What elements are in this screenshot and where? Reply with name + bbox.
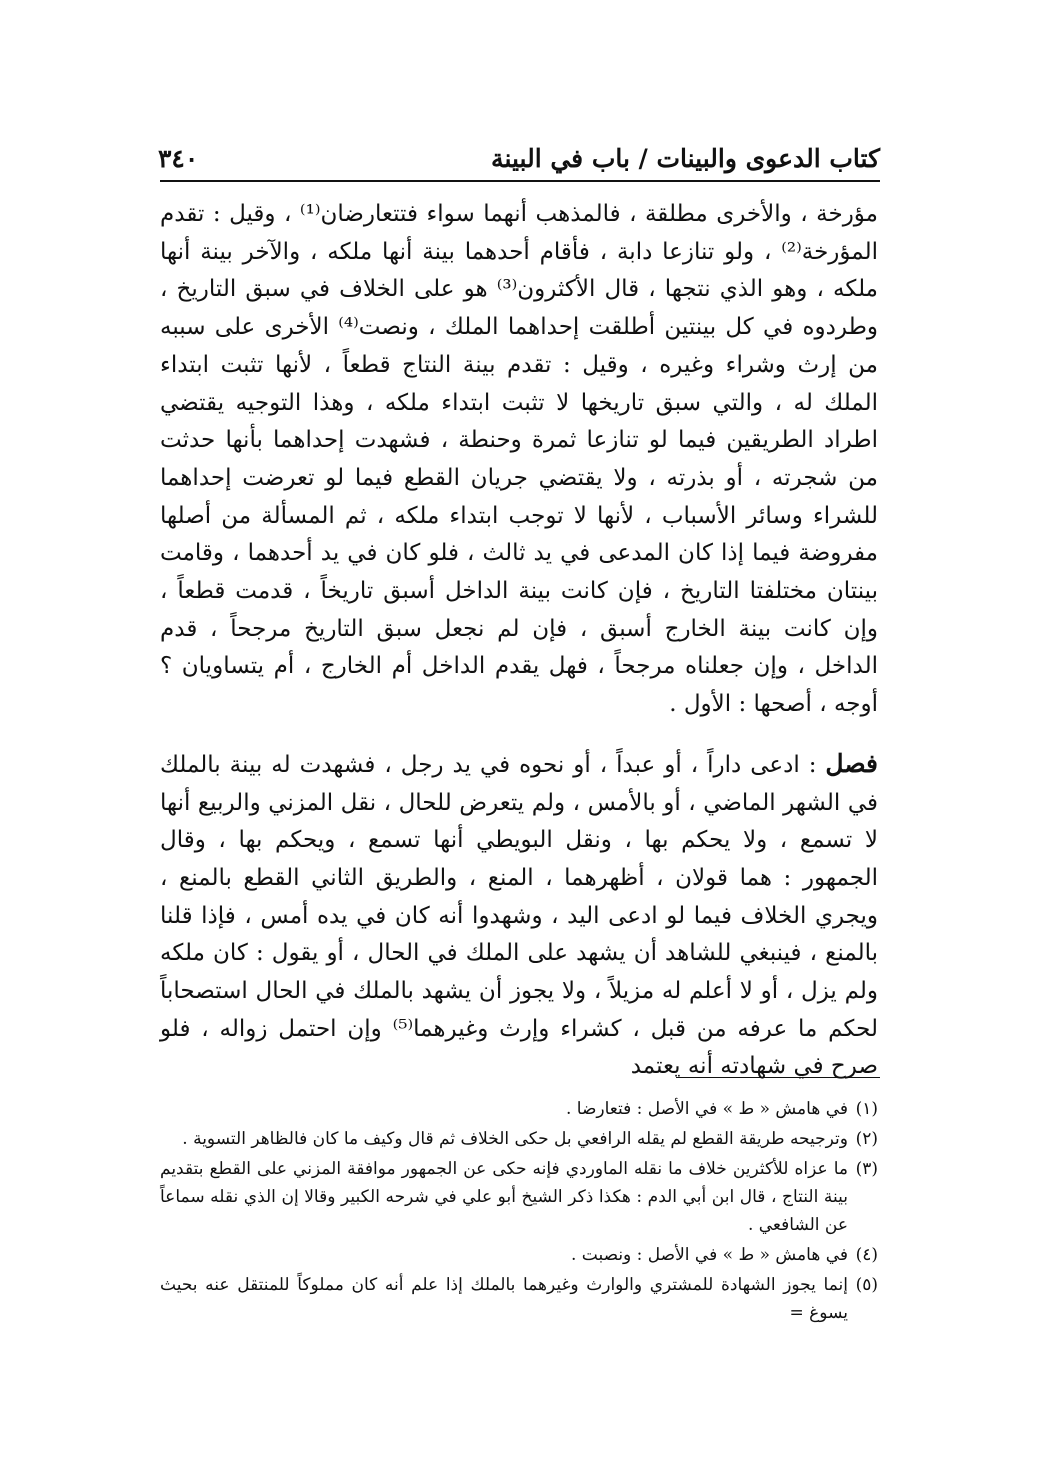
page-header [158, 138, 880, 178]
running-title: كتاب الدعوى والبينات / باب في البينة [491, 143, 880, 173]
footnote [160, 1095, 878, 1123]
page-number: ٣٤٠ [158, 143, 199, 173]
paragraph-2 [160, 745, 878, 1086]
footnote [160, 1271, 878, 1327]
footnote-text: إنما يجوز الشهادة للمشتري والوارث وغيرهما بالملك إذا علم أنه كان مملوكاً للمنتقل عنه بحيث يسوغ = [160, 1275, 848, 1323]
footnote-text: في هامش « ط » في الأصل : فتعارضا . [566, 1099, 848, 1119]
footnote-number: (١) [855, 1099, 878, 1119]
footnote-number: (٢) [855, 1129, 878, 1149]
section-label: فصل [825, 748, 878, 778]
main-text [160, 196, 878, 1086]
footnote-text: ما عزاه للأكثرين خلاف ما نقله الماوردي فإنه حكى عن الجمهور موافقة المزني على القطع بتقديم بينة النتاج ، قال ابن أبي الدم : هكذا ذكر الشيخ أبو علي في شرحه الكبير وقالا إن الذي نقله سماعاً عن الشافعي . [160, 1159, 848, 1235]
footnote-number: (٥) [855, 1275, 878, 1295]
footnote-text: وترجيحه طريقة القطع لم يقله الرافعي بل حكى الخلاف ثم قال وكيف ما كان فالظاهر التسوية . [182, 1129, 848, 1149]
paragraph-2-text: : ادعى داراً ، أو عبداً ، أو نحوه في يد رجل ، فشهدت له بينة بالملك في الشهر الماضي ، أو بالأمس ، ولم يتعرض للحال ، نقل المزني والربيع أنها لا تسمع ، ولا يحكم بها ، ونقل البويطي أنها تسمع ، ويحكم بها ، وقال الجمهور : هما قولان ، أظهرهما ، المنع ، والطريق الثاني القطع بالمنع ، ويجري الخلاف فيما لو ادعى اليد ، وشهدوا أنه كان في يده أمس ، فإذا قلنا بالمنع ، فينبغي للشاهد أن يشهد على الملك في الحال ، أو يقول : كان ملكه ولم يزل ، أو لا أعلم له مزيلاً ، ولا يجوز أن يشهد بالملك في الحال استصحاباً لحكم ما عرفه من قبل ، كشراء وإرث وغيرهما⁽⁵⁾ وإن احتمل زواله ، فلو صرح في شهادته أنه يعتمد [160, 751, 878, 1080]
footnote [160, 1241, 878, 1269]
header-rule [160, 180, 880, 182]
footnote-number: (٤) [855, 1245, 878, 1265]
footnote-rule [676, 1077, 880, 1078]
footnote [160, 1155, 878, 1239]
footnote-text: في هامش « ط » في الأصل : ونصبت . [570, 1245, 848, 1265]
footnotes [160, 1095, 878, 1329]
footnote [160, 1125, 878, 1153]
footnote-number: (٣) [855, 1159, 878, 1179]
paragraph-1: مؤرخة ، والأخرى مطلقة ، فالمذهب أنهما سواء فتتعارضان⁽¹⁾ ، وقيل : تقدم المؤرخة⁽²⁾ ، ولو تنازعا دابة ، فأقام أحدهما بينة أنها ملكه ، والآخر بينة أنها ملكه ، وهو الذي نتجها ، قال الأكثرون⁽³⁾ هو على الخلاف في سبق التاريخ ، وطردوه في كل بينتين أطلقت إحداهما الملك ، ونصت⁽⁴⁾ الأخرى على سببه من إرث وشراء وغيره ، وقيل : تقدم بينة النتاج قطعاً ، لأنها تثبت ابتداء الملك له ، والتي سبق تاريخها لا تثبت ابتداء ملكه ، وهذا التوجيه يقتضي اطراد الطريقين فيما لو تنازعا ثمرة وحنطة ، فشهدت إحداهما بأنها حدثت من شجرته ، أو بذرته ، ولا يقتضي جريان القطع فيما لو تعرضت إحداهما للشراء وسائر الأسباب ، لأنها لا توجب ابتداء ملكه ، ثم المسألة من أصلها مفروضة فيما إذا كان المدعى في يد ثالث ، فلو كان في يد أحدهما ، وقامت بينتان مختلفتا التاريخ ، فإن كانت بينة الداخل أسبق تاريخاً ، قدمت قطعاً ، وإن كانت بينة الخارج أسبق ، فإن لم نجعل سبق التاريخ مرجحاً ، قدم الداخل ، وإن جعلناه مرجحاً ، فهل يقدم الداخل أم الخارج ، أم يتساويان ؟ أوجه ، أصحها : الأول . [160, 201, 879, 718]
